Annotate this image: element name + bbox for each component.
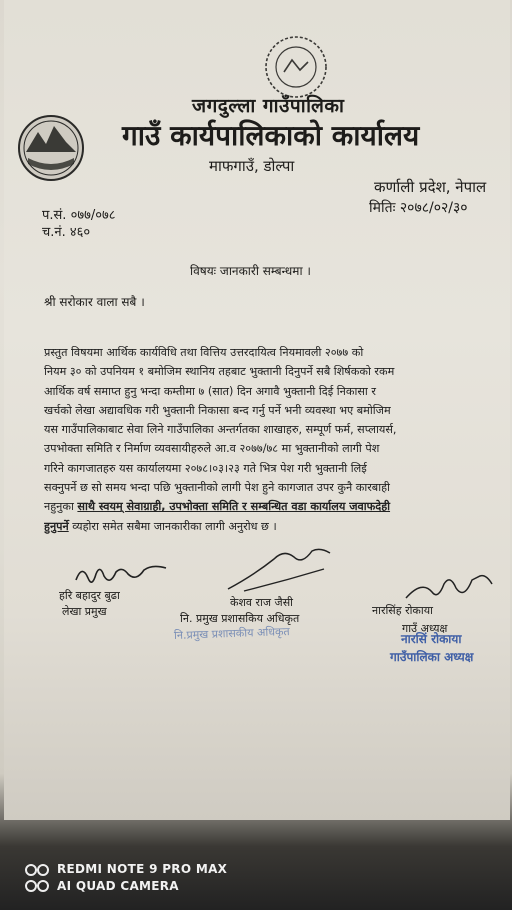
letter-body: [44, 343, 484, 536]
letter-page: [4, 0, 510, 820]
admin-stamp: नि.प्रमुख प्रशासकीय अधिकृत: [173, 624, 290, 643]
salutation: श्री सरोकार वाला सबै ।: [44, 295, 145, 309]
chair-stamp-title: गाउँपालिका अध्यक्ष: [390, 650, 474, 664]
body-line: खर्चको लेखा अद्यावधिक गरी भुक्तानी निकासा बन्द गर्नु पर्ने भनी व्यवस्था भए बमोजिम: [44, 403, 391, 417]
signature-scribble-icon: [224, 545, 334, 595]
body-line: उपभोक्ता समिति र निर्माण व्यवसायीहरुले आ.व २०७७/७८ मा भुक्तानीको लागी पेश: [44, 442, 380, 456]
province-name: कर्णाली प्रदेश, नेपाल: [374, 178, 487, 196]
camera-watermark-caption: AI QUAD CAMERA: [57, 879, 179, 893]
body-line: आर्थिक वर्ष समाप्त हुनु भन्दा कम्तीमा ७ (सात) दिन अगावै भुक्तानी दिई निकासा र: [44, 384, 376, 398]
municipality-name: जगदुल्ला गाउँपालिका: [192, 95, 345, 117]
signatory-title: गाउँ अध्यक्ष: [402, 622, 448, 635]
chair-stamp-name: नारसिं रोकाया: [401, 632, 462, 646]
signatory-title: लेखा प्रमुख: [62, 605, 107, 618]
body-text: व्यहोरा समेत सबैमा जानकारीका लागी अनुरोध छ ।: [68, 519, 277, 533]
body-line: प्रस्तुत विषयमा आर्थिक कार्यविधि तथा वित्तिय उत्तरदायित्व नियमावली २०७७ को: [44, 346, 364, 359]
body-line: नियम ३० को उपनियम १ बमोजिम स्थानिय तहबाट भुक्तानी दिनुपर्ने सबै शिर्षकको रकम: [44, 365, 395, 379]
underlined-text: हुनुपर्ने: [44, 519, 69, 533]
nepal-emblem-icon: [16, 112, 86, 184]
dispatch-number: च.नं. ४६०: [42, 225, 91, 240]
signatory-title: नि. प्रमुख प्रशासकिय अधिकृत: [180, 612, 300, 625]
underlined-text: साथै स्वयम् सेवाग्राही, उपभोक्ता समिति र सम्बन्धित वडा कार्यालय जवाफदेही: [77, 500, 391, 514]
signature-scribble-icon: [404, 570, 494, 604]
camera-watermark-model: REDMI NOTE 9 PRO MAX: [57, 862, 228, 876]
letter-date: मितिः २०७८/०२/३०: [369, 200, 468, 216]
camera-lens-icon: [24, 862, 50, 894]
body-line: गरिने कागजातहरु यस कार्यालयमा २०७८।०३।२३ गते भित्र पेश गरी भुक्तानी लिई: [44, 461, 367, 475]
signatory-name: केशव राज जैसी: [230, 596, 293, 609]
reference-number: प.सं. ०७७/०७८: [42, 208, 116, 223]
office-address: माफगाउँ, डोल्पा: [209, 157, 295, 175]
signatory-name: नारसिंह रोकाया: [372, 604, 433, 617]
signatory-name: हरि बहादुर बुढा: [59, 589, 120, 602]
letter-subject: विषयः जानकारी सम्बन्धमा ।: [190, 264, 311, 278]
body-line: [44, 497, 484, 516]
body-text: नहुनुका: [44, 500, 78, 514]
body-line: यस गाउँपालिकाबाट सेवा लिने गाउँपालिका अन्तर्गतका शाखाहरु, सम्पूर्ण फर्म, सप्लायर्स,: [44, 423, 397, 437]
body-line: सक्नुपर्ने छ सो समय भन्दा पछि भुक्तानीको लागी पेश हुने कागजात उपर कुनै कारबाही: [44, 481, 390, 495]
body-line: [44, 517, 484, 536]
office-title: गाउँ कार्यपालिकाको कार्यालय: [122, 119, 420, 152]
